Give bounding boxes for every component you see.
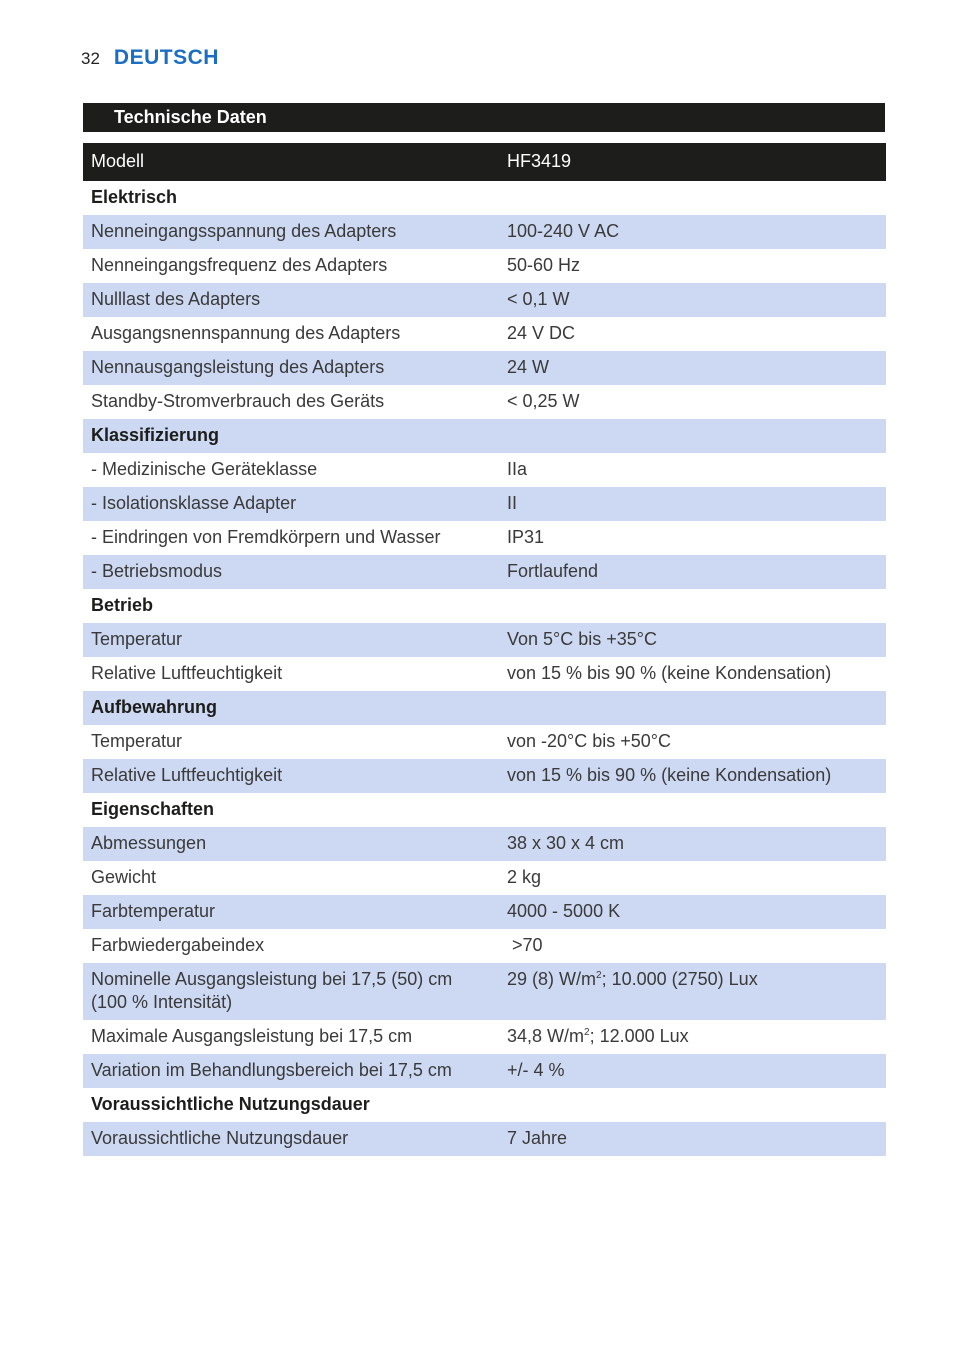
header-label: Modell: [83, 143, 499, 181]
table-row: [83, 827, 886, 861]
spec-label: - Betriebsmodus: [83, 555, 499, 589]
spec-label: Nenneingangsfrequenz des Adapters: [83, 249, 499, 283]
spec-value: IIa: [499, 453, 886, 487]
spec-value: [499, 691, 886, 725]
table-row: [83, 385, 886, 419]
spec-value: 50-60 Hz: [499, 249, 886, 283]
table-row: [83, 861, 886, 895]
spec-value: < 0,25 W: [499, 385, 886, 419]
table-row: [83, 1054, 886, 1088]
spec-label: Nominelle Ausgangsleistung bei 17,5 (50) cm (100 % Intensität): [83, 963, 499, 1020]
spec-value: IP31: [499, 521, 886, 555]
table-row: [83, 487, 886, 521]
spec-value: >70: [499, 929, 886, 963]
spec-label: Temperatur: [83, 623, 499, 657]
group-heading: Aufbewahrung: [83, 691, 499, 725]
spec-label: Nennausgangsleistung des Adapters: [83, 351, 499, 385]
table-row: [83, 623, 886, 657]
group-heading: Klassifizierung: [83, 419, 499, 453]
page-number: 32: [81, 49, 100, 68]
table-row: [83, 759, 886, 793]
spec-value: Fortlaufend: [499, 555, 886, 589]
spec-label: - Medizinische Geräteklasse: [83, 453, 499, 487]
table-header-row: [83, 143, 886, 181]
group-heading-row: [83, 793, 886, 827]
table-row: [83, 521, 886, 555]
section-title: Technische Daten: [83, 103, 885, 132]
spec-label: Voraussichtliche Nutzungsdauer: [83, 1122, 499, 1156]
spec-label: Nenneingangsspannung des Adapters: [83, 215, 499, 249]
page-header: [81, 46, 219, 76]
technical-data-table: [83, 143, 886, 1156]
spec-value-text: ; 12.000 Lux: [589, 1026, 689, 1046]
spec-value: 24 V DC: [499, 317, 886, 351]
spec-value: 100-240 V AC: [499, 215, 886, 249]
table-row: [83, 929, 886, 963]
spec-label: Maximale Ausgangsleistung bei 17,5 cm: [83, 1020, 499, 1054]
spec-label: Relative Luftfeuchtigkeit: [83, 759, 499, 793]
header-value: HF3419: [499, 143, 886, 181]
group-heading-row: [83, 589, 886, 623]
spec-value: [499, 1088, 886, 1122]
spec-value-text: ; 10.000 (2750) Lux: [601, 969, 758, 989]
spec-label: Gewicht: [83, 861, 499, 895]
spec-value: [499, 419, 886, 453]
spec-value: < 0,1 W: [499, 283, 886, 317]
superscript: 2: [596, 970, 602, 981]
spec-value: von -20°C bis +50°C: [499, 725, 886, 759]
group-heading: Voraussichtliche Nutzungsdauer: [83, 1088, 499, 1122]
spec-value: Von 5°C bis +35°C: [499, 623, 886, 657]
spec-value: 4000 - 5000 K: [499, 895, 886, 929]
spec-label: Ausgangsnennspannung des Adapters: [83, 317, 499, 351]
spec-label: Temperatur: [83, 725, 499, 759]
group-heading-row: [83, 419, 886, 453]
group-heading-row: [83, 1088, 886, 1122]
spec-label: Relative Luftfeuchtigkeit: [83, 657, 499, 691]
spec-value: [499, 963, 886, 1020]
table-row: [83, 555, 886, 589]
superscript: 2: [584, 1027, 590, 1038]
group-heading: Eigenschaften: [83, 793, 499, 827]
table-row: [83, 249, 886, 283]
table-row: [83, 351, 886, 385]
group-heading: Elektrisch: [83, 181, 499, 215]
spec-value: [499, 589, 886, 623]
spec-label: Standby-Stromverbrauch des Geräts: [83, 385, 499, 419]
group-heading-row: [83, 691, 886, 725]
spec-value: 7 Jahre: [499, 1122, 886, 1156]
table-row: [83, 317, 886, 351]
group-heading: Betrieb: [83, 589, 499, 623]
spec-value: von 15 % bis 90 % (keine Kondensation): [499, 759, 886, 793]
spec-value: von 15 % bis 90 % (keine Kondensation): [499, 657, 886, 691]
spec-value: 38 x 30 x 4 cm: [499, 827, 886, 861]
spec-value: [499, 1020, 886, 1054]
spec-value: II: [499, 487, 886, 521]
table-row: [83, 657, 886, 691]
table-row: [83, 963, 886, 1020]
group-heading-row: [83, 181, 886, 215]
table-row: [83, 215, 886, 249]
table-row: [83, 283, 886, 317]
spec-label: Farbtemperatur: [83, 895, 499, 929]
spec-label: Nulllast des Adapters: [83, 283, 499, 317]
spec-value: [499, 181, 886, 215]
spec-value-text: 34,8 W/m: [507, 1026, 585, 1046]
language-heading: DEUTSCH: [113, 46, 219, 69]
spec-label: - Eindringen von Fremdkörpern und Wasser: [83, 521, 499, 555]
table-row: [83, 453, 886, 487]
spec-label: Abmessungen: [83, 827, 499, 861]
table-row: [83, 1020, 886, 1054]
spec-label: Farbwiedergabeindex: [83, 929, 499, 963]
table-row: [83, 895, 886, 929]
spec-value: +/- 4 %: [499, 1054, 886, 1088]
table-row: [83, 1122, 886, 1156]
table-row: [83, 725, 886, 759]
spec-value: 24 W: [499, 351, 886, 385]
spec-value: [499, 793, 886, 827]
spec-label: Variation im Behandlungsbereich bei 17,5 cm: [83, 1054, 499, 1088]
spec-value: 2 kg: [499, 861, 886, 895]
spec-label: - Isolationsklasse Adapter: [83, 487, 499, 521]
spec-value-text: 29 (8) W/m: [507, 969, 597, 989]
